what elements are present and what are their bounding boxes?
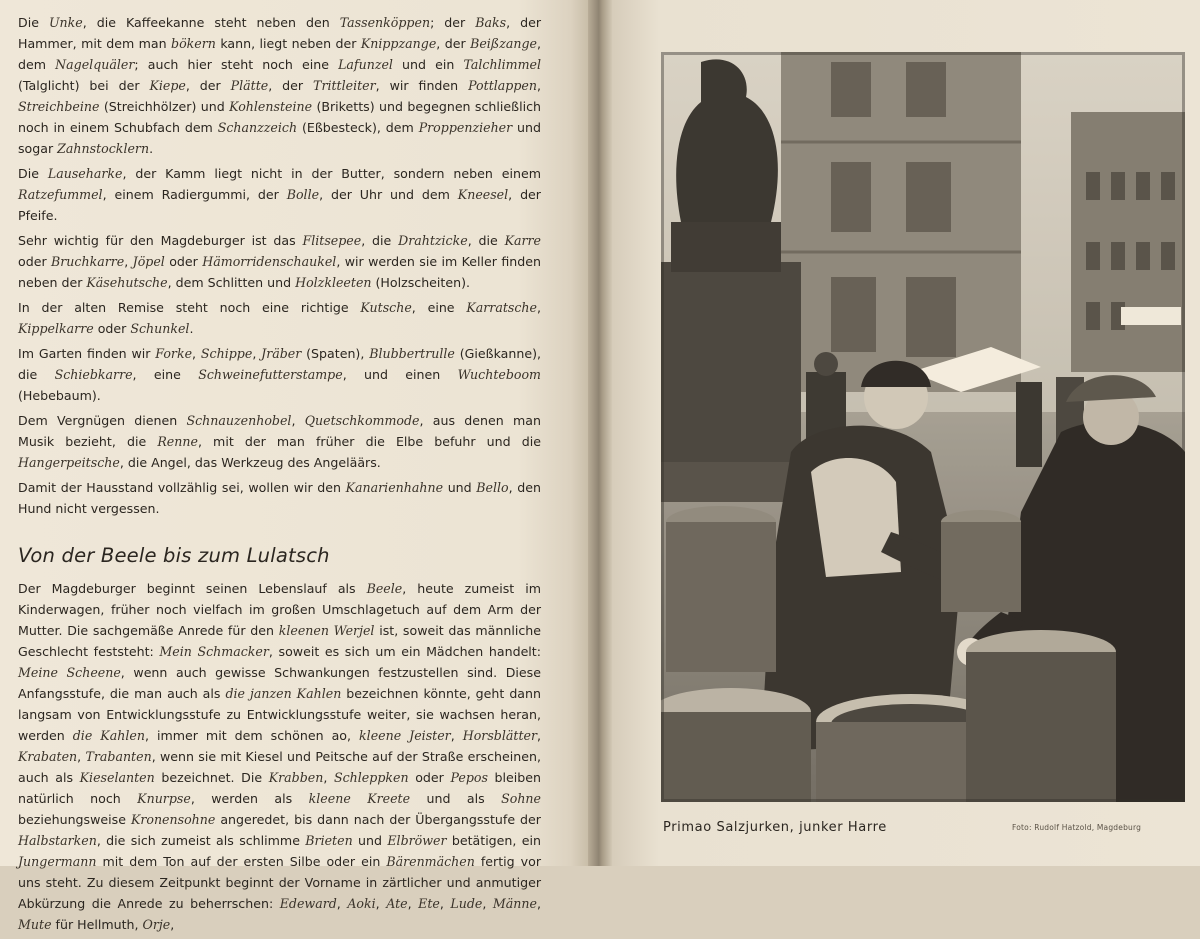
dialect-term: Orje (142, 917, 171, 932)
intro-paragraph: Dem Vergnügen dienen Schnauzenhobel, Quetschkommode, aus denen man Musik bezieht, die Renne, mit der man früher die Elbe befuhr und die Hangerpeitsche, die Angel, das Werkzeug des Angeläärs. (18, 413, 541, 470)
dialect-term: kleenen Werjel (278, 623, 375, 638)
dialect-term: Knippzange (360, 36, 437, 51)
intro-paragraph: Damit der Hausstand vollzählig sei, wollen wir den Kanarienhahne und Bello, den Hund nicht vergessen. (18, 480, 541, 516)
dialect-term: Sohne (501, 791, 541, 806)
dialect-term: Schippe (200, 346, 253, 361)
market-photo (661, 52, 1185, 802)
dialect-term: Pottlappen (468, 78, 537, 93)
dialect-term: Mein Schmacker (159, 644, 269, 659)
dialect-term: Schiebkarre (54, 367, 133, 382)
dialect-term: Schweinefutterstampe (198, 367, 343, 382)
dialect-term: Bolle (286, 187, 320, 202)
dialect-term: Kneesel (457, 187, 509, 202)
dialect-term: die Kahlen (72, 728, 145, 743)
dialect-term: Bello (476, 480, 509, 495)
dialect-term: Trabanten (85, 749, 152, 764)
intro-paragraph: In der alten Remise steht noch eine richtige Kutsche, eine Karratsche, Kippelkarre oder Schunkel. (18, 300, 541, 336)
intro-paragraph: Sehr wichtig für den Magdeburger ist das Flitsepee, die Drahtzicke, die Karre oder Bruchkarre, Jöpel oder Hämorridenschaukel, wir werden sie im Keller finden neben der Käsehutsche, dem Schlitten und Holzkleeten (Holzscheiten). (18, 233, 541, 290)
dialect-term: Beißzange (470, 36, 537, 51)
dialect-term: Ratzefummel (18, 187, 103, 202)
dialect-term: Kippelkarre (18, 321, 94, 336)
dialect-term: Lafunzel (338, 57, 393, 72)
dialect-term: bökern (171, 36, 216, 51)
dialect-term: Kanarienhahne (345, 480, 444, 495)
photo-credit: Foto: Rudolf Hatzold, Magdeburg (1012, 823, 1142, 832)
dialect-term: Horsblätter (462, 728, 537, 743)
dialect-term: Streichbeine (18, 99, 100, 114)
dialect-term: Flitsepee (302, 233, 362, 248)
book-gutter (588, 0, 612, 866)
dialect-term: die janzen Kahlen (225, 686, 342, 701)
dialect-term: Halbstarken (18, 833, 97, 848)
dialect-term: Wuchteboom (457, 367, 541, 382)
dialect-term: Kronensohne (130, 812, 216, 827)
dialect-term: Renne (157, 434, 198, 449)
section-heading: Von der Beele bis zum Lulatsch (18, 544, 330, 567)
dialect-term: Meine Scheene (18, 665, 121, 680)
dialect-term: Käsehutsche (86, 275, 168, 290)
dialect-term: Holzkleeten (295, 275, 372, 290)
dialect-term: Kohlensteine (229, 99, 313, 114)
monument-base (661, 262, 801, 482)
dialect-term: Trittleiter (313, 78, 376, 93)
dialect-term: Knurpse (137, 791, 191, 806)
dialect-term: Ete (418, 896, 440, 911)
dialect-term: Elbröwer (387, 833, 447, 848)
intro-paragraph: Die Unke, die Kaffeekanne steht neben den Tassenköppen; der Baks, der Hammer, mit dem man bökern kann, liegt neben der Knippzange, der Beißzange, dem Nagelquäler; auch hier steht noch eine Lafunzel und ein Talchlimmel (Talglicht) bei der Kiepe, der Plätte, der Trittleiter, wir finden Pottlappen, Streichbeine (Streichhölzer) und Kohlensteine (Briketts) und begegnen schließlich noch in einem Schubfach dem Schanzzeich (Eßbesteck), dem Proppenzieher und sogar Zahnstocklern. (18, 15, 542, 156)
dialect-term: Zahnstocklern (57, 141, 150, 156)
dialect-term: Kiepe (149, 78, 186, 93)
dialect-term: Lude (450, 896, 483, 911)
intro-paragraphs (18, 12, 541, 519)
dialect-term: Forke (155, 346, 193, 361)
building-main (781, 52, 1021, 392)
dialect-term: Nagelquäler (55, 57, 135, 72)
dialect-term: Schunkel (130, 321, 190, 336)
dialect-term: Drahtzicke (398, 233, 468, 248)
dialect-term: Baks (475, 15, 507, 30)
dialect-term: Bruchkarre (51, 254, 125, 269)
dialect-term: Schleppken (333, 770, 409, 785)
dialect-term: Blubbertrulle (369, 346, 455, 361)
dialect-term: Talchlimmel (463, 57, 542, 72)
section-paragraph: Der Magdeburger beginnt seinen Lebenslauf als Beele, heute zumeist im Kinderwagen, früher noch vielfach im großen Umschlagetuch auf dem Arm der Mutter. Die sachgemäße Anrede für den kleenen Werjel ist, soweit das männliche Geschlecht feststeht: Mein Schmacker, soweit es sich um ein Mädchen handelt: Meine Scheene, wenn auch gewisse Schwankungen festzustellen sind. Diese Anfangsstufe, die man auch als die janzen Kahlen bezeichnen könnte, geht dann langsam von Entwicklungsstufe zu Entwicklungsstufe weiter, sie wachsen heran, werden die Kahlen, immer mit dem schönen ao, kleene Jeister, Horsblätter, Krabaten, Trabanten, wenn sie mit Kiesel und Peitsche auf der Straße erscheinen, auch als Kieselanten bezeichnet. Die Krabben, Schleppken oder Pepos bleiben natürlich noch Knurpse, werden als kleene Kreete und als Sohne beziehungsweise Kronensohne angeredet, bis dann nach der Übergangsstufe der Halbstarken, die sich zumeist als schlimme Brieten und Elbröwer betätigen, ein Jungermann mit dem Ton auf der ersten Silbe oder ein Bärenmächen fertig vor uns steht. Zu diesem Zeitpunkt beginnt der Vorname in zärtlicher und anmutiger Abkürzung die Anrede zu beherrschen: Edeward, Aoki, Ate, Ete, Lude, Männe, Mute für Hellmuth, Orje, (18, 581, 542, 932)
dialect-term: Schnauzenhobel (186, 413, 292, 428)
dialect-term: Männe (492, 896, 537, 911)
section-paragraphs (18, 578, 541, 935)
photo-illustration (661, 52, 1185, 802)
intro-paragraph: Die Lauseharke, der Kamm liegt nicht in der Butter, sondern neben einem Ratzefummel, einem Radiergummi, der Bolle, der Uhr und dem Kneesel, der Pfeife. (18, 166, 542, 223)
dialect-term: Kieselanten (79, 770, 155, 785)
dialect-term: Krabben (268, 770, 324, 785)
dialect-term: Plätte (230, 78, 269, 93)
dialect-term: Mute (18, 917, 52, 932)
dialect-term: Edeward (279, 896, 337, 911)
dialect-term: Pepos (450, 770, 488, 785)
dialect-term: Proppenzieher (418, 120, 513, 135)
dialect-term: Hämorridenschaukel (202, 254, 337, 269)
dialect-term: Beele (366, 581, 403, 596)
dialect-term: kleene Kreete (308, 791, 411, 806)
dialect-term: Karre (504, 233, 541, 248)
photo-caption: Primao Salzjurken, junker Harre (663, 820, 887, 835)
dialect-term: Unke (48, 15, 83, 30)
dialect-term: Lauseharke (47, 166, 123, 181)
dialect-term: Karratsche (466, 300, 537, 315)
dialect-term: Jöpel (132, 254, 165, 269)
dialect-term: Bärenmächen (386, 854, 475, 869)
dialect-term: Jungermann (18, 854, 97, 869)
dialect-term: Ate (386, 896, 408, 911)
left-page (0, 0, 588, 932)
dialect-term: Aoki (347, 896, 376, 911)
dialect-term: Kutsche (360, 300, 412, 315)
body-text-column (18, 12, 541, 939)
dialect-term: Hangerpeitsche (18, 455, 120, 470)
dialect-term: Jräber (261, 346, 302, 361)
dialect-term: Brieten (305, 833, 353, 848)
dialect-term: Krabaten (18, 749, 78, 764)
dialect-term: kleene Jeister (359, 728, 451, 743)
intro-paragraph: Im Garten finden wir Forke, Schippe, Jräber (Spaten), Blubbertrulle (Gießkanne), die Schiebkarre, eine Schweinefutterstampe, und einen Wuchteboom (Hebebaum). (18, 346, 542, 403)
dialect-term: Schanzzeich (217, 120, 298, 135)
dialect-term: Quetschkommode (304, 413, 420, 428)
dialect-term: Tassenköppen (339, 15, 431, 30)
